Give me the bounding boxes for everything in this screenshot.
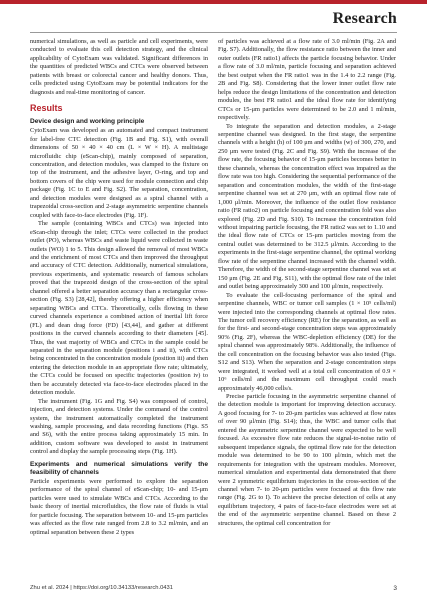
- results-heading: Results: [30, 103, 63, 114]
- right-paragraph-3: To evaluate the cell-focusing performance of the spiral and serpentine channels, WBC or tumor cell samples (1 × 10⁵ cells/ml) were injected into the corresponding channels at optimal flow rates. The tumor cell recovery efficiency (RE) for the separation, as well as for the first- and second-stage concentration steps was approximately 90% (Fig. 2F), whereas the WBC-depletion efficiency (DE) for the spiral channel was approximately 98%. Additionally, the influence of the cell concentration on the focusing behavior was also tested (Figs. S12 and S13). When the separation and 2-stage concentration steps were integrated, it worked well at a total cell concentration of 0.9 × 10⁶ cells/ml and the maximum cell throughput could reach approximately 46,000 cells/s.: [218, 291, 396, 392]
- right-paragraph-1: of particles was achieved at a flow rate of 3.0 ml/min (Fig. 2A and Fig. S7). Additionally, the flow resistance ratio between the inner and outer outlets (FR ratio1) affects the particle focusing behavior. Under a flow rate of 3.0 ml/min, particle focusing and separation achieved the best output when the FR ratio1 was in the 1.4 to 2.2 range (Fig. 2B and Fig. S8). Considering that the lower inner outlet flow rate helps reduce the design limitations of the concentration and detection modules, the best FR ratio1 and the ideal flow rate for identifying CTCs or 15-μm particles were determined to be 2.0 and 1 ml/min, respectively.: [218, 38, 396, 122]
- page-number: 3: [393, 585, 397, 592]
- device-paragraph-2: The sample (containing WBCs and CTCs) was injected into eScan-chip through the inlet; CTCs were collected in the product outlet (PO), whereas WBCs and waste liquid were collected in waste outlets (WO) 1 to 5. This design allowed the removal of most WBCs and the enrichment of most CTCs and then improved the throughput and accuracy of CTC detection. Additionally, numerical simulations, previous experiments, and systematic research of famous scholars proved that the trapezoid design of the cross-section of the spiral channel offered a better separation accuracy than a rectangular cross-section (Fig. S3) [28,42], thereby offering a higher efficiency when separating WBCs and CTCs. Theoretically, cells flowing in these curved channels experience a combined action of inertial lift force (FL) and dean drag force (FD) [43,44], and gather at different positions in the curved channels according to their diameters [45]. Thus, the vast majority of WBCs and CTCs in the sample could be separated in the separation module (positions i and ii), with CTCs being concentrated in the concentration module (position iii) and then entering the detection module in an appropriate flow rate; ultimately, the CTCs could be focused on specific trajectories (position iv) to then be accurately detected via face-to-face electrodes placed in the detection module.: [30, 220, 208, 397]
- journal-name: Research: [332, 10, 397, 27]
- device-paragraph-3: The instrument (Fig. 1G and Fig. S4) was composed of control, injection, and detection systems. Under the command of the control system, the instrument automatically completed the instrument washing, sample processing, and data recording functions (Figs. S5 and S6), with the entire process taking approximately 15 min. In addition, custom software was developed to assist in instrument control and display the sample processing steps (Fig. 1H).: [30, 397, 208, 456]
- right-paragraph-2: To integrate the separation and detection modules, a 2-stage serpentine channel was designed. In the first stage, the serpentine channels with a height (h) of 100 μm and widths (w) of 300, 270, and 250 μm were tested (Fig. 2C and Fig. S9). With the increase of the flow rate, the focusing behavior of 15-μm particles becomes better in these channels, whereas the concentration effect was impaired as the flow rate was too high. Considering the sequential performance of the separation and concentration modules, the width of the first-stage serpentine channel was set at 270 μm, with an optimal flow rate of 1,000 μl/min. Moreover, the influence of the outlet flow resistance ratio (FR ratio2) on particle focusing and concentration fold was also explored (Fig. 2D and Fig. S10). To increase the concentration fold without impairing particle focusing, the FR ratio2 was set to 1.10 and the ideal flow rate of CTCs or 15-μm particles moving from the central outlet was determined to be 312.5 μl/min. According to the experiments in the first-stage serpentine channel, the optimal working flow rate of the serpentine channel increased with the channel width. Therefore, the width of the second-stage serpentine channel was set at 150 μm (Fig. 2E and Fig. S11), with the optimal flow rate of the inlet and outlet being approximately 300 and 100 μl/min, respectively.: [218, 122, 396, 291]
- intro-paragraph: numerical simulations, as well as particle and cell experiments, were conducted to evaluate this cell detection strategy, and the clinical applicability of CytoExam was validated. Significant differences in the quantities of predicted WBCs and CTCs were observed between patients with breast or colorectal cancer and healthy donors. Thus, cells predicted using CytoExam may be potential indicators for the diagnosis and real-time monitoring of cancer.: [30, 38, 208, 96]
- right-column: [218, 38, 396, 528]
- device-design-heading: Device design and working principle: [30, 118, 145, 126]
- experiments-paragraph-1: Particle experiments were performed to explore the separation performance of the spiral channel of eScan-chip; 10- and 15-μm particles were used to simulate WBCs and CTCs. According to the basic theory of inertial microfluidics, the flow rate of fluids is vital for particle focusing. The separation between 10- and 15-μm particles was affected as the flow rate ranged from 2.8 to 3.2 ml/min, and an optimal separation between these 2 types: [30, 477, 208, 536]
- right-paragraph-4: Precise particle focusing in the asymmetric serpentine channel of the detection module is important for improving detection accuracy. A good focusing for 7- to 20-μm particles was achieved at flow rates of over 90 μl/min (Fig. S14); thus, the WBC and tumor cells that entered the asymmetric serpentine channel were expected to be well focused. As excessive flow rate reduces the signal-to-noise ratio of subsequent impedance signals, the optimal flow rate for the detection module was determined to be 90 to 100 μl/min, which met the requirements for integration with the upstream modules. Moreover, numerical simulation and experimental data demonstrated that there were 2 symmetric equilibrium trajectories in the cross-section of the channel when 7- to 20-μm particles were focused at this flow rate range (Fig. 2G to I). To achieve the precise detection of cells at any equilibrium trajectory, 4 pairs of face-to-face electrodes were set at the end of the asymmetric serpentine channel. Based on these 2 structures, the optimal cell concentration for: [218, 393, 396, 527]
- journal-top-bar: [0, 0, 427, 4]
- left-column: [30, 38, 208, 537]
- header-rule: [30, 32, 397, 33]
- device-paragraph-1: CytoExam was developed as an automated and compact instrument for label-free CTC detection (Fig. 1B and Fig. S1), with overall dimensions of 50 × 40 × 40 cm (L × W × H). A multistage microfluidic chip (eScan-chip), mainly composed of separation, concentration, and detection modules, was clamped to the fixture on top of the instrument, and the adhesive layer, O-ring, and top and bottom covers of the chip were used for module connection and chip package (Fig. 1C to E and Fig. S2). The separation, concentration, and detection modules were designed as a spiral channel with a trapezoidal cross-section and 2-stage asymmetric serpentine channels coupled with face-to-face electrodes (Fig. 1F).: [30, 127, 208, 219]
- footer-citation: Zhu et al. 2024 | https://doi.org/10.34133/research.0431: [30, 585, 173, 591]
- experiments-heading: Experiments and numerical simulations verify the feasibility of channels: [30, 460, 208, 476]
